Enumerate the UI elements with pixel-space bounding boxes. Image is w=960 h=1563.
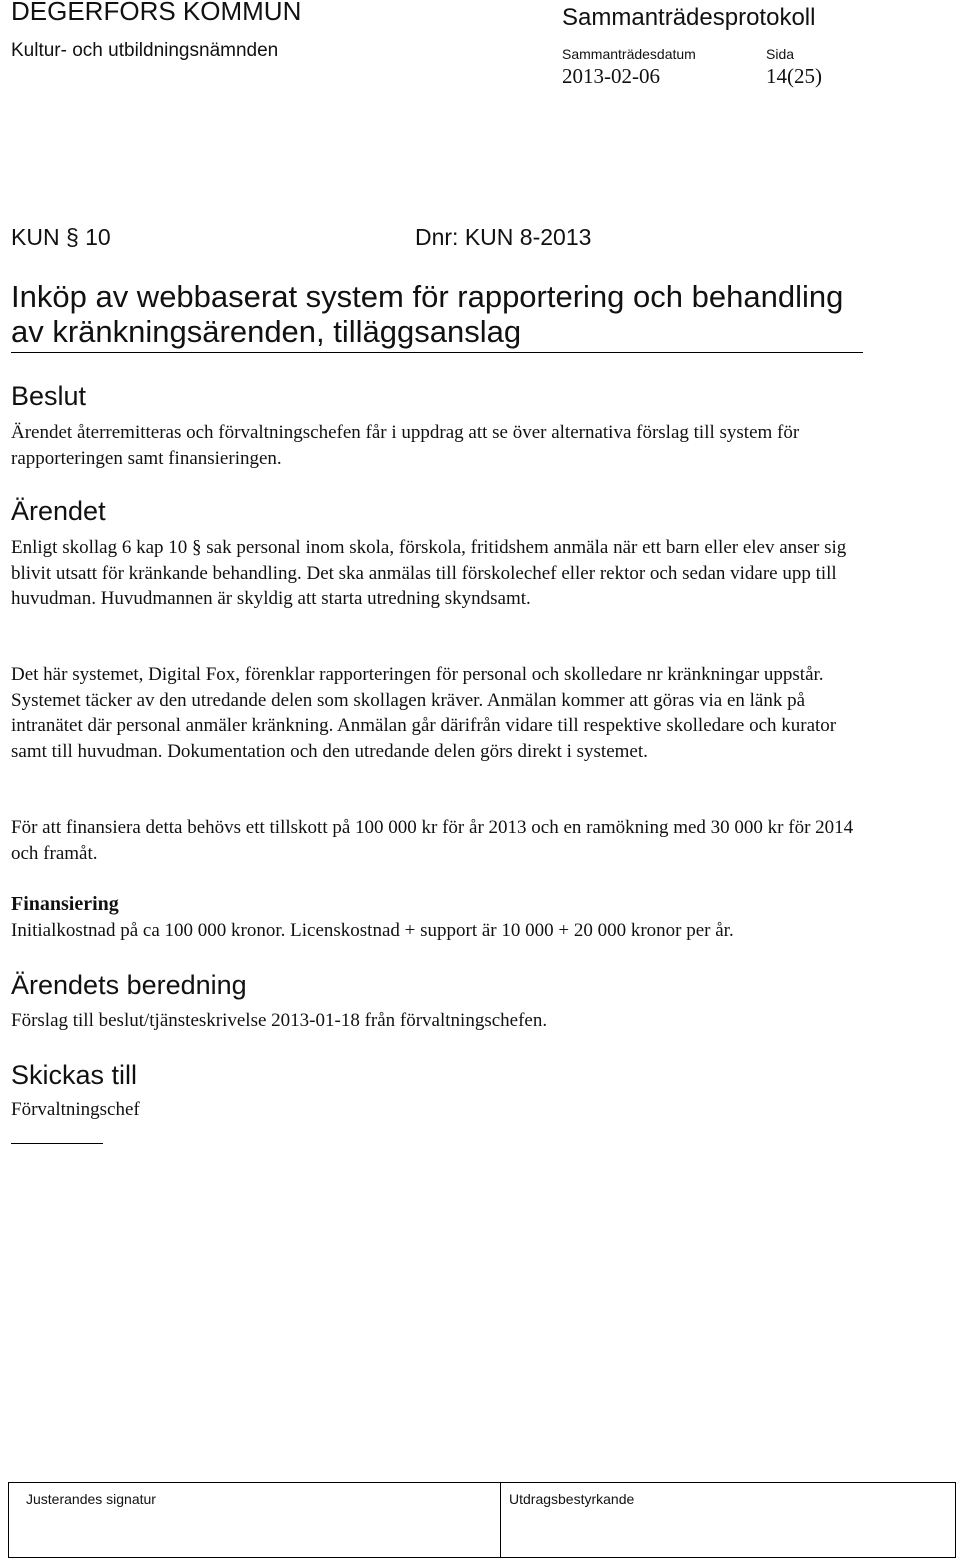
organization-name: DEGERFORS KOMMUN [11,0,302,26]
arendet-paragraph-3: För att finansiera detta behövs ett tillskott på 100 000 kr för år 2013 och en ramökning med 30 000 kr för 2014 och framåt. [11,817,854,864]
arendet-paragraph-1: Enligt skollag 6 kap 10 § sak personal inom skola, förskola, fritidshem anmäla när ett barn eller elev anser sig blivit utsatt för kränkande behandling. Det ska anmälas till förskolechef eller rektor och sedan vidare upp till huvudman. Huvudmannen är skyldig att starta utredning skyndsamt. [11,537,847,609]
skickas-heading: Skickas till [11,1060,138,1090]
skickas-text: Förvaltningschef [11,1099,140,1120]
arendet-paragraph-2: Det här systemet, Digital Fox, förenklar rapporteringen för personal och skolledare nr kränkningar uppstår. Systemet täcker av den utredande delen som skollagen kräver. Anmälan kommer att göras via en länk på intranätet där personal anmäler kränkning. Anmälan går därifrån vidare till respektive skolledare och kurator samt till huvudman. Dokumentation och den utredande delen görs direkt i systemet. [11,664,837,762]
beslut-text: Ärendet återremitteras och förvaltningschefen får i uppdrag att se över alternativa förslag till system för rapporteringen samt finansieringen. [11,422,800,469]
footer-divider [500,1483,501,1557]
document-type: Sammanträdesprotokoll [562,4,816,31]
beslut-heading: Beslut [11,381,87,411]
meeting-date-value: 2013-02-06 [562,64,660,88]
beredning-heading: Ärendets beredning [11,970,247,1000]
title-divider [11,352,863,353]
finansiering-heading: Finansiering [11,893,119,915]
certification-label: Utdragsbestyrkande [509,1491,635,1507]
signature-label: Justerandes signatur [26,1491,156,1507]
footer-box [8,1482,956,1558]
arendet-heading: Ärendet [11,496,106,526]
page-number: 14(25) [766,64,822,88]
department-name: Kultur- och utbildningsnämnden [11,40,279,61]
case-number: KUN § 10 [11,224,111,250]
diary-number: Dnr: KUN 8-2013 [415,224,592,250]
meeting-date-label: Sammanträdesdatum [562,46,696,62]
signature-line [11,1143,103,1144]
finansiering-text: Initialkostnad på ca 100 000 kronor. Licenskostnad + support är 10 000 + 20 000 kronor per år. [11,920,734,941]
page-label: Sida [766,46,795,62]
case-title: Inköp av webbaserat system för rapportering och behandling av kränkningsärenden, tilläggsanslag [11,279,844,349]
beredning-text: Förslag till beslut/tjänsteskrivelse 2013-01-18 från förvaltningschefen. [11,1010,548,1031]
